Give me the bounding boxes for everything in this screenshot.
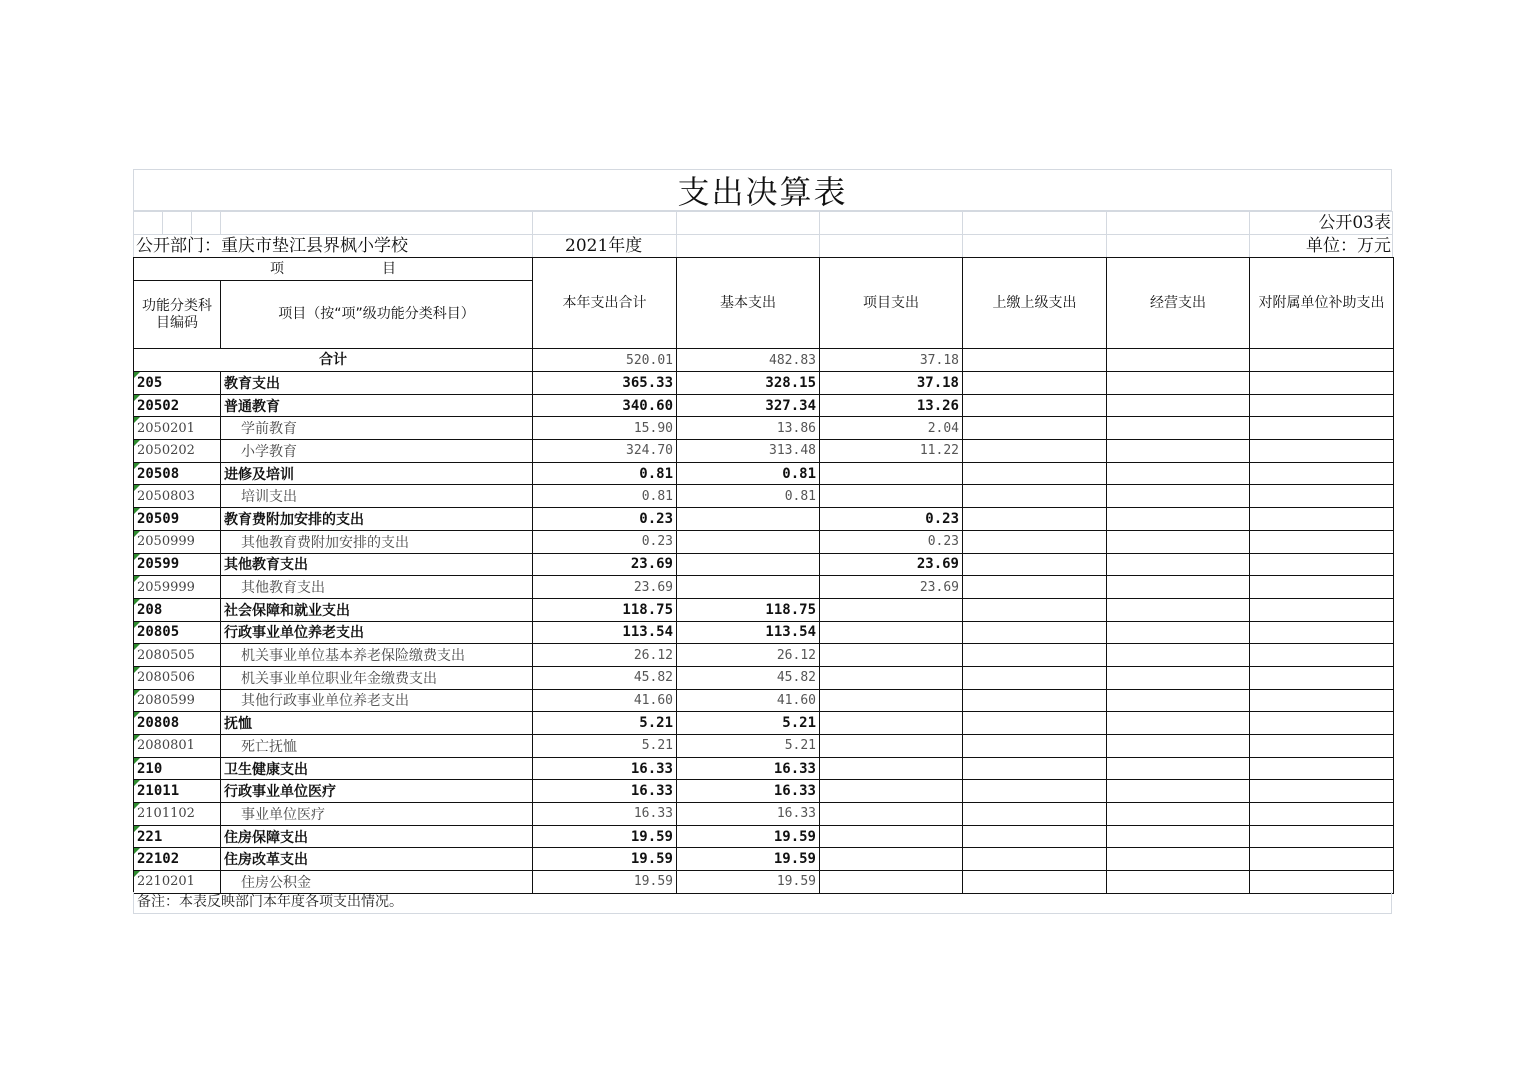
row-upper — [963, 598, 1107, 621]
row-name: 普通教育 — [221, 394, 533, 417]
row-business — [1107, 440, 1250, 463]
row-project — [820, 485, 963, 508]
grid-cell — [133, 211, 162, 234]
row-basic: 5.21 — [677, 735, 820, 758]
row-code: 2050803 — [134, 485, 221, 508]
row-upper — [963, 712, 1107, 735]
row-code: 2059999 — [134, 576, 221, 599]
row-code: 20808 — [134, 712, 221, 735]
row-name: 社会保障和就业支出 — [221, 598, 533, 621]
row-name: 住房公积金 — [221, 871, 533, 894]
table-row — [134, 757, 1394, 780]
row-total: 45.82 — [533, 666, 677, 689]
row-name: 教育费附加安排的支出 — [221, 508, 533, 531]
row-project: 2.04 — [820, 417, 963, 440]
row-code: 21011 — [134, 780, 221, 803]
row-upper — [963, 508, 1107, 531]
row-basic: 113.54 — [677, 621, 820, 644]
row-subsidy — [1250, 644, 1394, 667]
row-name: 其他教育费附加安排的支出 — [221, 530, 533, 553]
table-row — [134, 440, 1394, 463]
row-upper — [963, 757, 1107, 780]
row-subsidy — [1250, 372, 1394, 395]
row-code: 205 — [134, 372, 221, 395]
row-project — [820, 735, 963, 758]
row-total: 41.60 — [533, 689, 677, 712]
grid-cell — [1106, 211, 1249, 234]
row-project: 11.22 — [820, 440, 963, 463]
row-code: 2210201 — [134, 871, 221, 894]
year-label: 2021年度 — [565, 236, 643, 256]
row-code: 2050202 — [134, 440, 221, 463]
row-business — [1107, 372, 1250, 395]
row-upper — [963, 780, 1107, 803]
table-row — [134, 871, 1394, 894]
row-total: 19.59 — [533, 848, 677, 871]
row-total: 0.23 — [533, 508, 677, 531]
row-name: 进修及培训 — [221, 462, 533, 485]
row-project: 0.23 — [820, 508, 963, 531]
grid-cell — [676, 234, 819, 257]
row-subsidy — [1250, 440, 1394, 463]
table-row — [134, 666, 1394, 689]
row-basic — [677, 553, 820, 576]
row-total: 16.33 — [533, 780, 677, 803]
row-code: 20805 — [134, 621, 221, 644]
row-name: 学前教育 — [221, 417, 533, 440]
row-name: 教育支出 — [221, 372, 533, 395]
row-business — [1107, 462, 1250, 485]
row-subsidy — [1250, 666, 1394, 689]
row-basic: 0.81 — [677, 462, 820, 485]
grid-cell — [532, 211, 676, 234]
row-total: 5.21 — [533, 735, 677, 758]
form-number: 公开03表 — [1318, 213, 1391, 233]
row-project: 23.69 — [820, 576, 963, 599]
row-upper — [963, 394, 1107, 417]
row-name: 卫生健康支出 — [221, 757, 533, 780]
row-name: 住房改革支出 — [221, 848, 533, 871]
row-total: 5.21 — [533, 712, 677, 735]
row-business — [1107, 712, 1250, 735]
table-row — [134, 508, 1394, 531]
row-upper — [963, 689, 1107, 712]
row-business — [1107, 848, 1250, 871]
row-basic: 41.60 — [677, 689, 820, 712]
table-row — [134, 576, 1394, 599]
row-business — [1107, 666, 1250, 689]
row-name: 其他行政事业单位养老支出 — [221, 689, 533, 712]
row-code: 2101102 — [134, 803, 221, 826]
row-basic: 118.75 — [677, 598, 820, 621]
grid-cell — [162, 211, 191, 234]
project-header: 项目支出 — [820, 258, 963, 349]
row-name: 行政事业单位养老支出 — [221, 621, 533, 644]
row-code: 2080599 — [134, 689, 221, 712]
row-upper — [963, 871, 1107, 894]
grid-row-1 — [133, 211, 1393, 234]
table-row — [134, 462, 1394, 485]
table-row — [134, 485, 1394, 508]
table-row — [134, 712, 1394, 735]
row-code: 2080801 — [134, 735, 221, 758]
row-business — [1107, 508, 1250, 531]
row-subsidy — [1250, 553, 1394, 576]
row-total: 16.33 — [533, 757, 677, 780]
table-row — [134, 644, 1394, 667]
total-basic: 482.83 — [677, 349, 820, 372]
row-total: 26.12 — [533, 644, 677, 667]
row-business — [1107, 825, 1250, 848]
row-upper — [963, 576, 1107, 599]
row-upper — [963, 553, 1107, 576]
row-business — [1107, 485, 1250, 508]
row-project: 0.23 — [820, 530, 963, 553]
row-name: 机关事业单位基本养老保险缴费支出 — [221, 644, 533, 667]
row-basic: 13.86 — [677, 417, 820, 440]
row-upper — [963, 462, 1107, 485]
row-upper — [963, 848, 1107, 871]
row-code: 20508 — [134, 462, 221, 485]
total-header: 本年支出合计 — [533, 258, 677, 349]
row-business — [1107, 394, 1250, 417]
row-code: 221 — [134, 825, 221, 848]
row-business — [1107, 621, 1250, 644]
table-row — [134, 372, 1394, 395]
row-total: 19.59 — [533, 871, 677, 894]
row-name: 事业单位医疗 — [221, 803, 533, 826]
row-subsidy — [1250, 825, 1394, 848]
table-row — [134, 689, 1394, 712]
row-basic: 19.59 — [677, 825, 820, 848]
row-upper — [963, 621, 1107, 644]
row-business — [1107, 735, 1250, 758]
table-row — [134, 735, 1394, 758]
total-business — [1107, 349, 1250, 372]
total-upper — [963, 349, 1107, 372]
row-name: 其他教育支出 — [221, 576, 533, 599]
total-subsidy — [1250, 349, 1394, 372]
row-upper — [963, 530, 1107, 553]
row-basic — [677, 576, 820, 599]
row-code: 2050201 — [134, 417, 221, 440]
row-project — [820, 689, 963, 712]
row-project — [820, 757, 963, 780]
subsidy-header: 对附属单位补助支出 — [1250, 258, 1394, 349]
row-code: 2080505 — [134, 644, 221, 667]
row-business — [1107, 530, 1250, 553]
row-subsidy — [1250, 417, 1394, 440]
row-subsidy — [1250, 757, 1394, 780]
unit-label: 单位：万元 — [1306, 236, 1391, 256]
row-subsidy — [1250, 394, 1394, 417]
row-name: 死亡抚恤 — [221, 735, 533, 758]
row-code: 20509 — [134, 508, 221, 531]
item-header: 项 目 — [134, 258, 533, 281]
row-project — [820, 462, 963, 485]
row-project — [820, 780, 963, 803]
row-total: 23.69 — [533, 553, 677, 576]
row-name: 机关事业单位职业年金缴费支出 — [221, 666, 533, 689]
row-code: 2050999 — [134, 530, 221, 553]
row-business — [1107, 417, 1250, 440]
expenditure-table — [133, 257, 1394, 894]
total-sum: 520.01 — [533, 349, 677, 372]
table-row — [134, 417, 1394, 440]
row-code: 210 — [134, 757, 221, 780]
row-project — [820, 848, 963, 871]
row-upper — [963, 644, 1107, 667]
row-subsidy — [1250, 576, 1394, 599]
row-subsidy — [1250, 598, 1394, 621]
row-business — [1107, 598, 1250, 621]
row-total: 340.60 — [533, 394, 677, 417]
row-total: 15.90 — [533, 417, 677, 440]
row-basic: 327.34 — [677, 394, 820, 417]
row-subsidy — [1250, 735, 1394, 758]
row-basic: 26.12 — [677, 644, 820, 667]
table-row — [134, 803, 1394, 826]
row-upper — [963, 803, 1107, 826]
row-name: 小学教育 — [221, 440, 533, 463]
row-project: 23.69 — [820, 553, 963, 576]
row-project — [820, 712, 963, 735]
row-total: 324.70 — [533, 440, 677, 463]
row-business — [1107, 803, 1250, 826]
row-project: 13.26 — [820, 394, 963, 417]
row-business — [1107, 689, 1250, 712]
row-business — [1107, 780, 1250, 803]
row-name: 住房保障支出 — [221, 825, 533, 848]
row-business — [1107, 871, 1250, 894]
row-subsidy — [1250, 508, 1394, 531]
name-header: 项目（按“项”级功能分类科目） — [221, 281, 533, 349]
table-row — [134, 825, 1394, 848]
grid-cell — [676, 211, 819, 234]
row-name: 其他教育支出 — [221, 553, 533, 576]
table-row — [134, 530, 1394, 553]
row-total: 23.69 — [533, 576, 677, 599]
row-basic: 16.33 — [677, 757, 820, 780]
row-project — [820, 644, 963, 667]
sheet-title: 支出决算表 — [133, 169, 1392, 211]
row-subsidy — [1250, 871, 1394, 894]
grid-row-2 — [133, 234, 1393, 257]
row-project — [820, 871, 963, 894]
total-label: 合计 — [134, 349, 533, 372]
row-basic: 0.81 — [677, 485, 820, 508]
row-name: 抚恤 — [221, 712, 533, 735]
row-total: 16.33 — [533, 803, 677, 826]
row-upper — [963, 485, 1107, 508]
upper-header: 上缴上级支出 — [963, 258, 1107, 349]
row-total: 365.33 — [533, 372, 677, 395]
row-subsidy — [1250, 621, 1394, 644]
row-name: 行政事业单位医疗 — [221, 780, 533, 803]
row-upper — [963, 372, 1107, 395]
table-row — [134, 780, 1394, 803]
row-business — [1107, 553, 1250, 576]
row-total: 0.81 — [533, 485, 677, 508]
row-business — [1107, 576, 1250, 599]
basic-header: 基本支出 — [677, 258, 820, 349]
table-row — [134, 621, 1394, 644]
department-label: 公开部门：重庆市垫江县界枫小学校 — [136, 236, 408, 256]
grid-cell — [962, 234, 1106, 257]
row-total: 113.54 — [533, 621, 677, 644]
row-code: 20502 — [134, 394, 221, 417]
row-project — [820, 621, 963, 644]
row-project — [820, 598, 963, 621]
row-basic: 16.33 — [677, 803, 820, 826]
header-row-top — [134, 258, 1394, 281]
grid-cell — [220, 211, 532, 234]
grid-cell — [962, 211, 1106, 234]
row-subsidy — [1250, 712, 1394, 735]
row-business — [1107, 757, 1250, 780]
row-basic — [677, 530, 820, 553]
row-basic: 19.59 — [677, 871, 820, 894]
row-business — [1107, 644, 1250, 667]
row-project — [820, 803, 963, 826]
row-project — [820, 666, 963, 689]
row-subsidy — [1250, 780, 1394, 803]
row-subsidy — [1250, 485, 1394, 508]
code-header: 功能分类科目编码 — [134, 281, 221, 349]
row-code: 20599 — [134, 553, 221, 576]
business-header: 经营支出 — [1107, 258, 1250, 349]
row-upper — [963, 735, 1107, 758]
row-total: 0.81 — [533, 462, 677, 485]
row-basic: 16.33 — [677, 780, 820, 803]
table-row — [134, 848, 1394, 871]
row-basic — [677, 508, 820, 531]
row-upper — [963, 825, 1107, 848]
row-subsidy — [1250, 689, 1394, 712]
total-row — [134, 349, 1394, 372]
row-code: 208 — [134, 598, 221, 621]
row-basic: 5.21 — [677, 712, 820, 735]
table-row — [134, 394, 1394, 417]
row-project — [820, 825, 963, 848]
row-code: 2080506 — [134, 666, 221, 689]
grid-cell — [1106, 234, 1249, 257]
row-project: 37.18 — [820, 372, 963, 395]
row-total: 0.23 — [533, 530, 677, 553]
row-basic: 328.15 — [677, 372, 820, 395]
row-subsidy — [1250, 530, 1394, 553]
row-total: 19.59 — [533, 825, 677, 848]
row-basic: 313.48 — [677, 440, 820, 463]
grid-cell — [819, 211, 962, 234]
grid-cell — [191, 211, 220, 234]
row-subsidy — [1250, 803, 1394, 826]
row-basic: 19.59 — [677, 848, 820, 871]
row-code: 22102 — [134, 848, 221, 871]
table-row — [134, 598, 1394, 621]
grid-cell — [819, 234, 962, 257]
total-project: 37.18 — [820, 349, 963, 372]
footnote: 备注：本表反映部门本年度各项支出情况。 — [133, 892, 1392, 914]
row-upper — [963, 440, 1107, 463]
row-upper — [963, 666, 1107, 689]
row-name: 培训支出 — [221, 485, 533, 508]
row-total: 118.75 — [533, 598, 677, 621]
row-subsidy — [1250, 462, 1394, 485]
row-upper — [963, 417, 1107, 440]
row-basic: 45.82 — [677, 666, 820, 689]
table-row — [134, 553, 1394, 576]
row-subsidy — [1250, 848, 1394, 871]
